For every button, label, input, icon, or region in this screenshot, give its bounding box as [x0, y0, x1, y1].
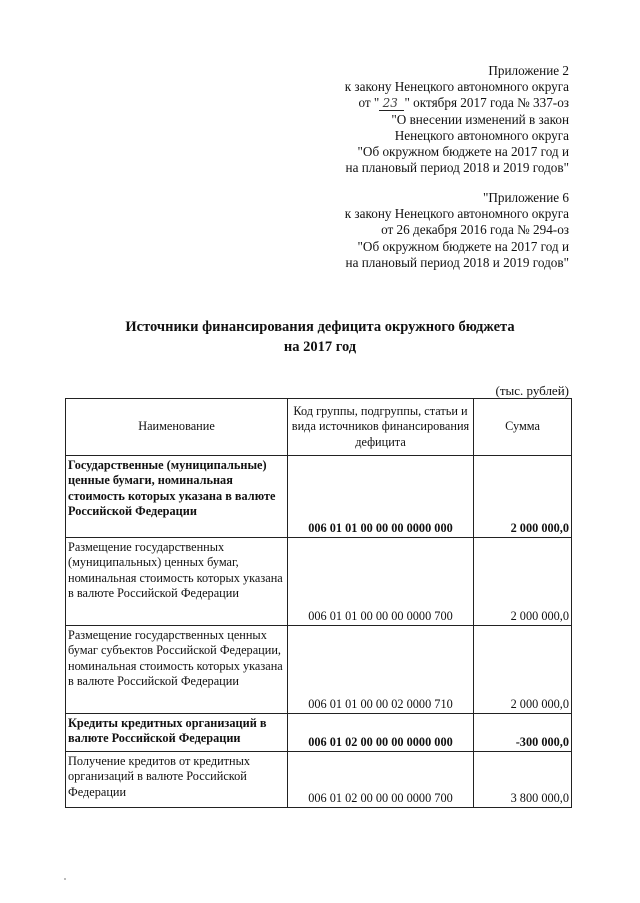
- appendix-2-header: [345, 63, 569, 176]
- table-row: [66, 714, 572, 752]
- appendix-6-line5: на плановый период 2018 и 2019 годов": [345, 254, 569, 270]
- row-name: Государственные (муниципальные) ценные бумаги, номинальная стоимость которых указана в валюте Российской Федерации: [66, 456, 288, 538]
- title-line1: Источники финансирования дефицита окружного бюджета: [125, 319, 515, 335]
- date-prefix: от ": [358, 95, 380, 111]
- appendix-2-line4: "О внесении изменений в закон: [391, 111, 569, 127]
- appendix-2-line5: Ненецкого автономного округа: [394, 127, 569, 143]
- row-name: Размещение государственных ценных бумаг субъектов Российской Федерации, номинальная стоимость которых указана в валюте Российской Федерации: [66, 626, 288, 714]
- table-row: [66, 456, 572, 538]
- row-name: Получение кредитов от кредитных организаций в валюте Российской Федерации: [66, 752, 288, 808]
- row-sum: -300 000,0: [474, 714, 572, 752]
- appendix-2-line6: "Об окружном бюджете на 2017 год и: [357, 144, 569, 160]
- row-name: Кредиты кредитных организаций в валюте Российской Федерации: [66, 714, 288, 752]
- appendix-6-line3: от 26 декабря 2016 года № 294-оз: [381, 222, 569, 238]
- appendix-6-line1: "Приложение 6: [482, 190, 569, 205]
- row-code: 006 01 01 00 00 00 0000 000: [288, 456, 474, 538]
- appendix-2-line3: [345, 95, 569, 111]
- appendix-2-line1: Приложение 2: [488, 63, 569, 78]
- row-code: 006 01 01 00 00 02 0000 710: [288, 626, 474, 714]
- header-sum: Сумма: [474, 399, 572, 456]
- document-title: [0, 317, 640, 357]
- handwritten-day: 23: [379, 96, 404, 111]
- title-line2: на 2017 год: [283, 339, 357, 355]
- scan-speck: [64, 878, 66, 880]
- appendix-6-line4: "Об окружном бюджете на 2017 год и: [357, 238, 569, 254]
- units-label: (тыс. рублей): [495, 383, 569, 398]
- row-code: 006 01 01 00 00 00 0000 700: [288, 538, 474, 626]
- row-code: 006 01 02 00 00 00 0000 000: [288, 714, 474, 752]
- appendix-2-line7: на плановый период 2018 и 2019 годов": [345, 160, 569, 176]
- table-header-row: [66, 399, 572, 456]
- table-row: [66, 538, 572, 626]
- row-sum: 2 000 000,0: [474, 538, 572, 626]
- header-name: Наименование: [66, 399, 288, 456]
- date-suffix: " октября 2017 года № 337-оз: [404, 95, 569, 111]
- table-row: [66, 626, 572, 714]
- row-code: 006 01 02 00 00 00 0000 700: [288, 752, 474, 808]
- row-sum: 2 000 000,0: [474, 626, 572, 714]
- row-sum: 2 000 000,0: [474, 456, 572, 538]
- appendix-6-line2: к закону Ненецкого автономного округа: [344, 206, 569, 222]
- table-row: [66, 752, 572, 808]
- header-code: Код группы, подгруппы, статьи и вида источников финансирования дефицита: [288, 399, 474, 456]
- row-sum: 3 800 000,0: [474, 752, 572, 808]
- appendix-2-line2: к закону Ненецкого автономного округа: [344, 79, 569, 95]
- financing-sources-table: [65, 398, 572, 808]
- row-name: Размещение государственных (муниципальных) ценных бумаг, номинальная стоимость которых указана в валюте Российской Федерации: [66, 538, 288, 626]
- appendix-6-header: [345, 190, 569, 271]
